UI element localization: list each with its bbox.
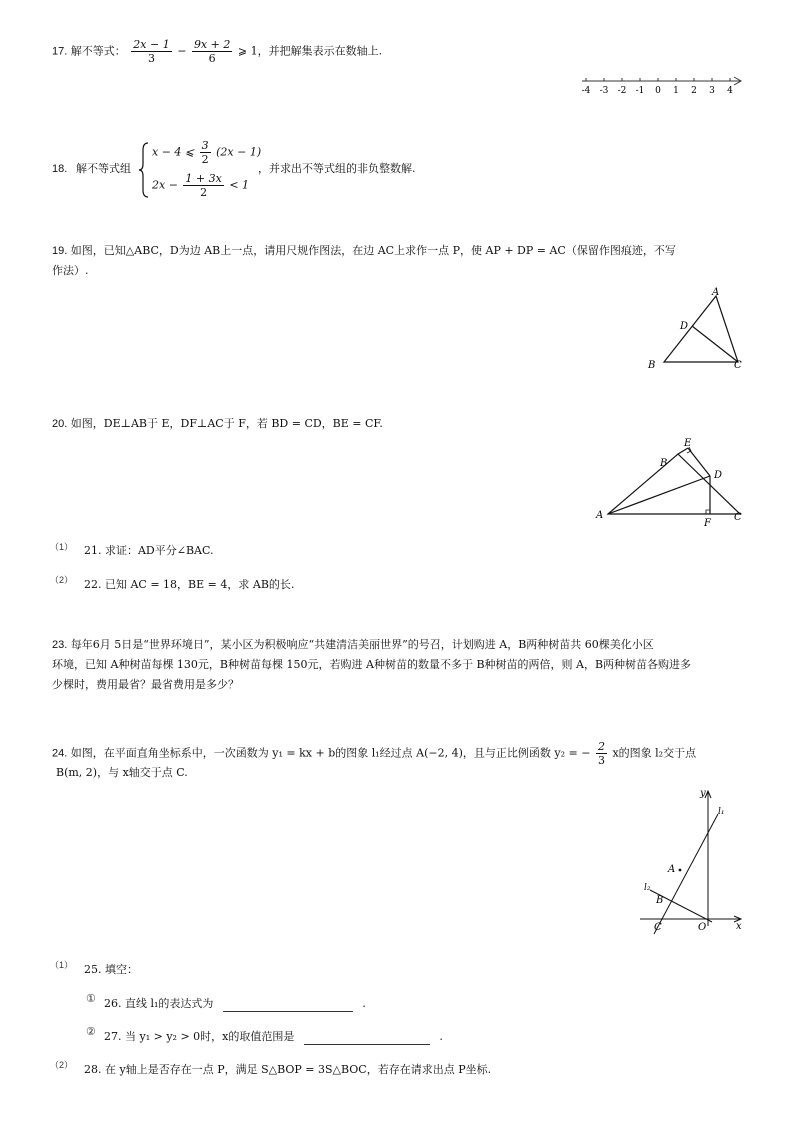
- denominator: 3: [148, 52, 155, 65]
- item-text: 27. 当 y₁ > y₂ > 0时，x的取值范围是: [104, 1030, 295, 1043]
- sub-question-marker: （2）: [50, 575, 74, 585]
- label-l1: l₁: [718, 807, 725, 817]
- question-text: x的图象 l₂交于点: [612, 746, 697, 760]
- number-line-label: -2: [617, 86, 627, 96]
- sub-question-marker: （1）: [50, 542, 74, 552]
- sub-question-26: [104, 996, 366, 1012]
- denominator: 6: [208, 52, 216, 65]
- answer-blank[interactable]: [223, 999, 353, 1012]
- label-y-axis: y: [700, 788, 706, 799]
- triangle-abc-diagram: [640, 282, 750, 374]
- sub-question-27: [104, 1029, 443, 1045]
- denominator: 2: [200, 186, 208, 199]
- sub-question-marker: （2）: [50, 1060, 74, 1070]
- question-number: 24.: [52, 747, 68, 760]
- question-number: 17.: [52, 45, 68, 58]
- label-x-axis: x: [736, 921, 742, 932]
- number-line-label: 4: [727, 86, 733, 96]
- triangle-adef-diagram: [592, 436, 750, 528]
- number-line-label: 2: [691, 86, 697, 96]
- numerator: 1 + 3x: [185, 172, 222, 185]
- question-text: 如图，DE⊥AB于 E，DF⊥AC于 F，若 BD = CD，BE = CF.: [70, 417, 383, 430]
- question-17: [52, 38, 382, 65]
- item-end: .: [362, 997, 366, 1010]
- label-c: C: [654, 922, 662, 933]
- label-a: A: [596, 510, 604, 521]
- number-line-label: 3: [709, 86, 715, 96]
- sub-question-28: 28. 在 y轴上是否存在一点 P，满足 S△BOP = 3S△BOC，若存在请求出点 P坐标.: [84, 1063, 492, 1076]
- question-intro: 解不等式：: [70, 44, 126, 58]
- system-brace: [138, 142, 150, 198]
- number-line-label: 0: [655, 86, 661, 96]
- item-marker: ①: [86, 993, 96, 1005]
- sub-question-22: 22. 已知 AC = 18，BE = 4，求 AB的长.: [84, 578, 295, 591]
- numerator: 3: [201, 139, 209, 152]
- system-line-2: [152, 172, 249, 199]
- system-line-1: [152, 139, 261, 166]
- question-text: 如图，已知△ABC，D为边 AB上一点，请用尺规作图法，在边 AC上求作一点 P，使 AP + DP = AC（保留作图痕迹，不写: [70, 244, 676, 257]
- numerator: 2x − 1: [133, 38, 170, 51]
- number-line: [578, 74, 748, 96]
- label-d: D: [714, 470, 723, 481]
- question-23: [52, 637, 654, 653]
- label-f: F: [704, 518, 711, 528]
- fraction: [596, 740, 607, 767]
- label-b: B: [660, 458, 668, 469]
- expression: 2x −: [152, 178, 178, 192]
- question-20: [52, 416, 383, 432]
- question-number: 19.: [52, 245, 68, 257]
- question-intro: 解不等式组: [76, 162, 131, 175]
- sub-question-marker: （1）: [50, 960, 74, 970]
- expression: < 1: [229, 178, 250, 192]
- question-tail: ，并求出不等式组的非负整数解.: [258, 162, 416, 175]
- coordinate-diagram: [636, 786, 748, 936]
- question-text-continued: B(m, 2)，与 x轴交于点 C.: [56, 766, 188, 779]
- label-c: C: [734, 512, 742, 523]
- item-marker: ②: [86, 1026, 96, 1038]
- fraction: [200, 139, 211, 166]
- answer-blank[interactable]: [304, 1032, 430, 1045]
- denominator: 3: [597, 754, 605, 767]
- label-b: B: [648, 360, 656, 371]
- question-text-continued: 少棵时，费用最省？最省费用是多少？: [52, 678, 239, 691]
- question-text: 每年6月 5日是“世界环境日”，某小区为积极响应“共建清洁美丽世界”的号召，计划购进 A，B两种树苗共 60棵美化小区: [70, 638, 654, 651]
- operator: −: [177, 44, 187, 58]
- expression: (2x − 1): [216, 145, 262, 159]
- number-line-label: 1: [673, 86, 679, 96]
- sub-question-25: 25. 填空：: [84, 963, 138, 976]
- item-text: 26. 直线 l₁的表达式为: [104, 997, 214, 1010]
- question-text-continued: 环境，已知 A种树苗每棵 130元，B种树苗每棵 150元，若购进 A种树苗的数量不多于 B种树苗的两倍，则 A，B两种树苗各购进多: [52, 658, 692, 671]
- label-c: C: [734, 360, 742, 371]
- fraction: [183, 172, 223, 199]
- label-b: B: [656, 895, 664, 906]
- label-o: O: [698, 922, 707, 933]
- item-end: .: [439, 1030, 443, 1043]
- question-number: 18.: [52, 163, 68, 175]
- label-e: E: [684, 438, 692, 449]
- question-number: 23.: [52, 639, 68, 651]
- question-text-continued: 作法）.: [52, 264, 89, 277]
- question-24: [52, 740, 696, 767]
- denominator: 2: [201, 153, 209, 166]
- fraction: [192, 38, 232, 65]
- number-line-label: -1: [635, 86, 645, 96]
- label-d: D: [680, 321, 689, 332]
- question-19: [52, 243, 676, 259]
- label-a: A: [668, 864, 676, 875]
- label-a: A: [712, 287, 720, 298]
- inequality-tail: ⩾ 1，并把解集表示在数轴上.: [237, 44, 383, 58]
- question-number: 20.: [52, 418, 68, 430]
- question-text: 如图，在平面直角坐标系中，一次函数为 y₁ = kx + b的图象 l₁经过点 A(−2, 4)，且与正比例函数 y₂ = −: [70, 746, 591, 760]
- sub-question-21: 21. 求证：AD平分∠BAC.: [84, 544, 214, 557]
- fraction: [131, 38, 171, 65]
- numerator: 2: [597, 740, 605, 753]
- expression: x − 4 ⩽: [152, 145, 195, 159]
- numerator: 9x + 2: [193, 38, 231, 51]
- label-l2: l₂: [644, 883, 651, 893]
- number-line-label: -3: [599, 86, 609, 96]
- number-line-label: -4: [581, 86, 591, 96]
